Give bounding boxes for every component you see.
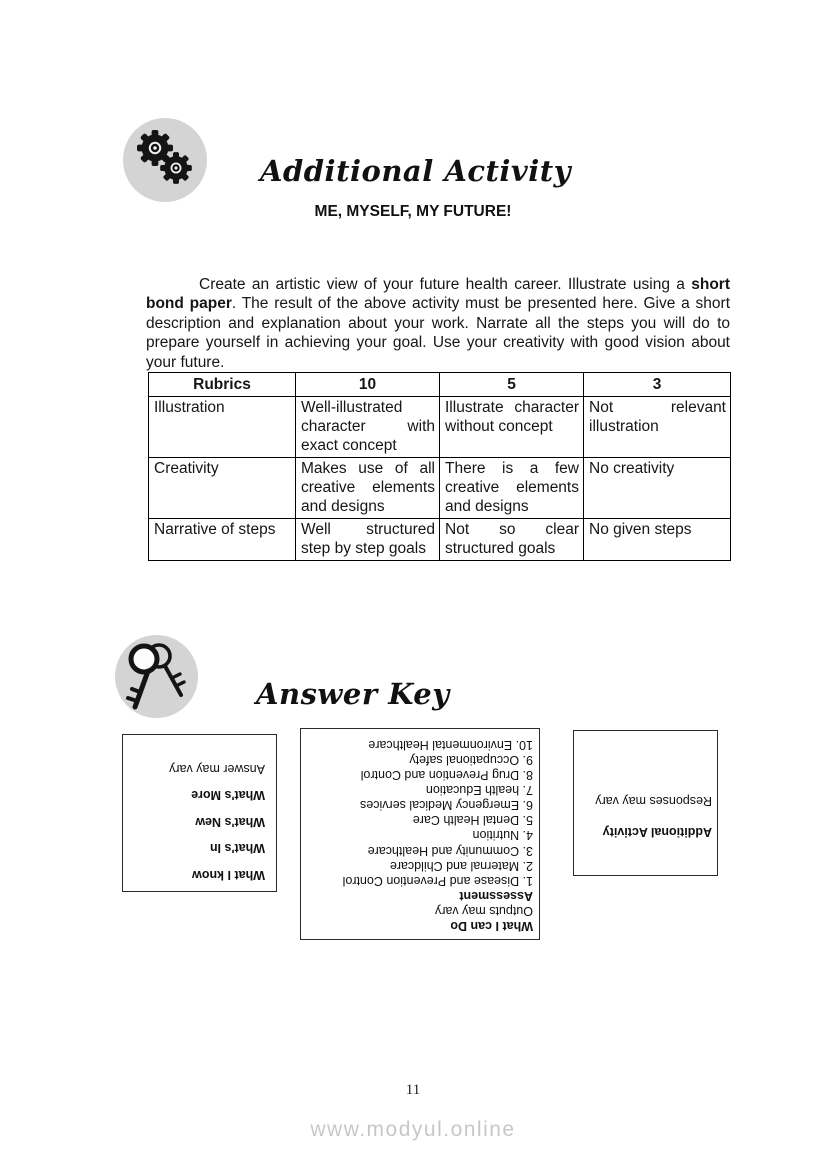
score10-cell: Well-illustrated character with exact concept [296, 397, 440, 458]
criterion-cell: Creativity [149, 458, 296, 519]
score3-cell: No creativity [584, 458, 731, 519]
answer-item: 5. Dental Health Care [412, 813, 533, 828]
table-row [149, 519, 731, 561]
answer-line: What's More [191, 788, 265, 803]
spacer [578, 808, 712, 825]
answer-item: 6. Emergency Medical services [360, 798, 533, 813]
page-number: 11 [405, 1082, 421, 1098]
answer-key-box-middle [300, 728, 540, 940]
answer-line: What's New [195, 815, 265, 829]
instructions-part1: Create an artistic view of your future health career. Illustrate using a [199, 275, 692, 293]
rotated-content [123, 735, 276, 891]
answer-item: 3. Community and Healthcare [367, 843, 533, 858]
answer-line: What's In [209, 841, 265, 856]
answer-line: What I know [192, 868, 265, 882]
answer-heading: What I can Do [450, 919, 533, 933]
keys-icon [115, 635, 198, 718]
score3-cell: No given steps [584, 519, 731, 561]
section-title-additional-activity: Additional Activity [260, 154, 571, 189]
answer-heading: Additional Activity [602, 825, 712, 839]
table-header-row [149, 373, 731, 397]
answer-item: 4. Nutrition [472, 828, 533, 843]
answer-line: Outputs may vary [435, 903, 533, 918]
header-score-3: 3 [584, 373, 731, 397]
score5-cell: Not so clear structured goals [440, 519, 584, 561]
answer-item: 2. Maternal and Childcare [389, 858, 533, 873]
score3-cell: Not relevant illustration [584, 397, 731, 458]
answer-key-box-right [573, 730, 718, 876]
criterion-cell: Narrative of steps [149, 519, 296, 561]
table-row [149, 458, 731, 519]
answer-key-box-left [122, 734, 277, 892]
answer-item: 8. Drug Prevention and Control [360, 768, 533, 783]
score5-cell: Illustrate character without concept [440, 397, 584, 458]
answer-item: 7. health Education [425, 783, 533, 798]
criterion-cell: Illustration [149, 397, 296, 458]
watermark: www.modyul.online [310, 1118, 516, 1141]
answer-line: Answer may vary [169, 762, 265, 776]
header-rubrics: Rubrics [149, 373, 296, 397]
section-title-answer-key: Answer Key [256, 677, 450, 712]
rubric-table [148, 372, 731, 561]
answer-item: 9. Occupational safety [409, 752, 533, 767]
rotated-content [301, 729, 539, 939]
score5-cell: There is a few creative elements and designs [440, 458, 584, 519]
answer-line: Responses may vary [595, 794, 712, 808]
gears-icon [123, 118, 207, 202]
answer-item: 10. Environmental Healthcare [368, 737, 533, 752]
table-row [149, 397, 731, 458]
score10-cell: Well structured step by step goals [296, 519, 440, 561]
answer-item: 1. Disease and Prevention Control [342, 873, 533, 888]
instructions-bold: short bond paper [146, 275, 730, 312]
header-score-5: 5 [440, 373, 584, 397]
answer-heading: Assessment [459, 888, 533, 903]
rotated-content [574, 731, 717, 875]
instructions-part2: . The result of the above activity must be presented here. Give a short description and explanation about your work. Narrate all the steps you will do to prepare yourself in achieving your goal. Use your creativity with good vision about your future. [146, 295, 731, 371]
activity-subtitle: ME, MYSELF, MY FUTURE! [314, 203, 512, 220]
score10-cell: Makes use of all creative elements and designs [296, 458, 440, 519]
header-score-10: 10 [296, 373, 440, 397]
activity-instructions [146, 275, 730, 373]
